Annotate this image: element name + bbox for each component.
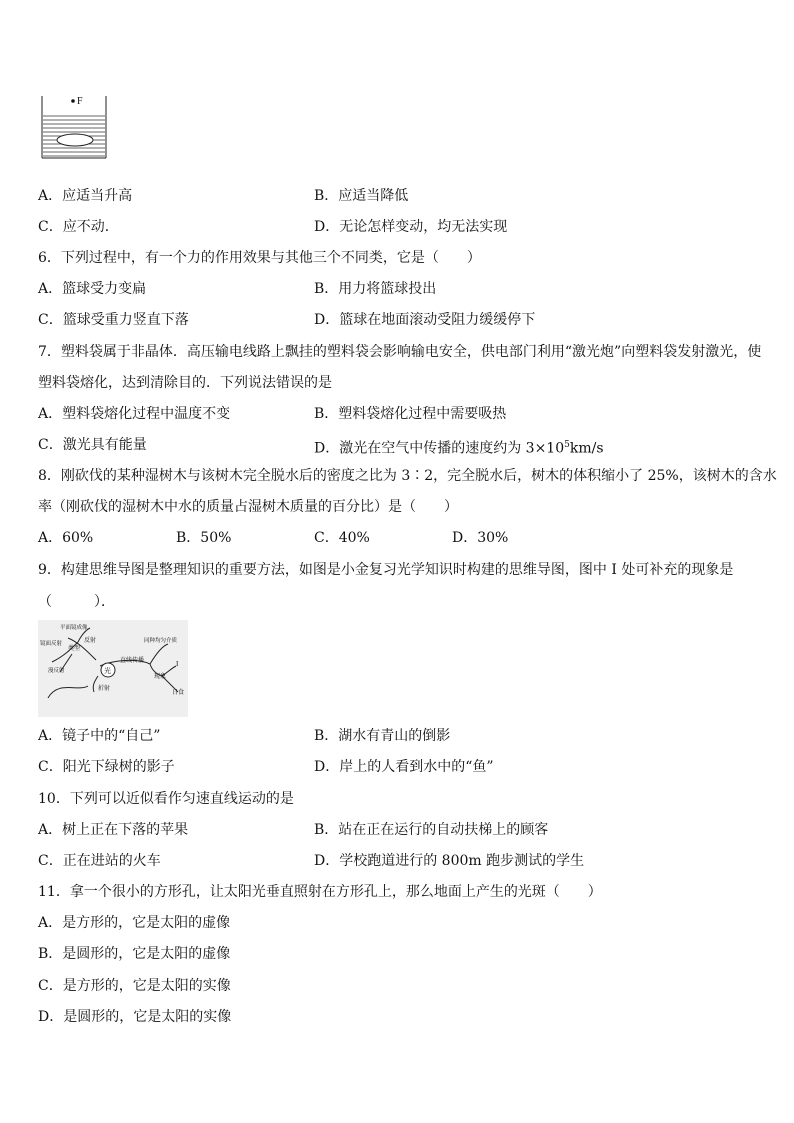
mindmap-reflect-label: 反射 [84, 638, 97, 644]
mindmap-phenomena-label: 现象 [154, 674, 167, 680]
q10-stem: 10．下列可以近似看作匀速直线运动的是 [38, 791, 294, 807]
q8-stem-line1: 8．刚砍伐的某种湿树木与该树木完全脱水后的密度之比为 3∶2，完全脱水后，树木的体积缩小了 25%，该树木的含水 [38, 468, 777, 484]
mindmap-plane-mirror-label: 平面镜成像 [60, 625, 88, 631]
q7-option-d [314, 435, 604, 459]
q7-stem-line1: 7．塑料袋属于非晶体．高压输电线路上飘挂的塑料袋会影响输电安全，供电部门利用“激光炮”向塑料袋发射激光，使 [38, 344, 762, 360]
q6-option-a: A．篮球受力变扁 [38, 281, 147, 297]
q8-option-d: D．30% [452, 530, 509, 546]
container-figure [40, 92, 112, 162]
q7-option-c: C．激光具有能量 [38, 437, 147, 453]
mindmap-diffuse-label: 漫反射 [48, 668, 65, 674]
q9-stem-line1: 9．构建思维导图是整理知识的重要方法，如图是小金复习光学知识时构建的思维导图，图中 I 处可补充的现象是 [38, 562, 734, 578]
q7-option-d-unit: km/s [569, 440, 604, 457]
mindmap-center-label: 光 [104, 667, 111, 675]
q11-option-a: A．是方形的，它是太阳的虚像 [38, 915, 231, 931]
q11-stem: 11．拿一个很小的方形孔，让太阳光垂直照射在方形孔上，那么地面上产生的光斑（ ） [38, 884, 602, 900]
point-f-dot [71, 99, 75, 103]
q5-option-a: A．应适当升高 [38, 188, 133, 204]
q6-option-d: D．篮球在地面滚动受阻力缓缓停下 [314, 312, 536, 328]
q9-option-c: C．阳光下绿树的影子 [38, 759, 175, 775]
q7-option-d-text: D．激光在空气中传播的速度约为 3×10 [314, 440, 565, 457]
mindmap-straight-label: 直线传播 [120, 658, 145, 664]
q7-option-b: B．塑料袋熔化过程中需要吸热 [314, 406, 507, 422]
q8-stem-line2: 率（刚砍伐的湿树木中水的质量占湿树木质量的百分比）是（ ） [38, 499, 458, 515]
q11-option-d: D．是圆形的，它是太阳的实像 [38, 1009, 232, 1025]
q11-option-b: B．是圆形的，它是太阳的虚像 [38, 946, 231, 962]
q9-option-d: D．岸上的人看到水中的“鱼” [314, 759, 494, 775]
q6-option-b: B．用力将篮球投出 [314, 281, 437, 297]
q9-option-b: B．湖水有青山的倒影 [314, 728, 451, 744]
mindmap-i-label: I [176, 660, 179, 668]
q10-option-a: A．树上正在下落的苹果 [38, 822, 189, 838]
label-f: F [77, 96, 83, 107]
mindmap-mirror-label: 镜面反射 [40, 641, 63, 647]
q7-option-d-exponent: 5 [564, 440, 570, 450]
q5-option-d: D．无论怎样变动，均无法实现 [314, 219, 508, 235]
floating-object [57, 134, 93, 146]
q6-stem: 6．下列过程中，有一个力的作用效果与其他三个不同类，它是（ ） [38, 250, 481, 266]
q7-stem-line2: 塑料袋熔化，达到清除目的．下列说法错误的是 [38, 375, 332, 391]
mindmap-figure [38, 620, 188, 717]
q11-option-c: C．是方形的，它是太阳的实像 [38, 978, 231, 994]
q10-option-c: C．正在进站的火车 [38, 853, 161, 869]
mindmap-refract-label: 折射 [98, 686, 111, 692]
q7-option-a: A．塑料袋熔化过程中温度不变 [38, 406, 231, 422]
q9-stem-line2: （ ）． [38, 594, 115, 610]
mindmap-eclipse-label: 日食 [172, 690, 185, 696]
q10-option-b: B．站在正在运行的自动扶梯上的顾客 [314, 822, 549, 838]
mindmap-types-label: 类型 [68, 646, 81, 652]
mindmap-uniform-label: 同种均匀介质 [144, 638, 178, 644]
mindmap-drawing [38, 620, 188, 717]
q5-option-c: C．应不动． [38, 219, 119, 235]
q8-option-b: B．50% [176, 530, 232, 546]
q9-option-a: A．镜子中的“自己” [38, 728, 161, 744]
q8-option-a: A．60% [38, 530, 94, 546]
q5-option-b: B．应适当降低 [314, 188, 409, 204]
container-drawing [40, 92, 112, 162]
q8-option-c: C．40% [314, 530, 370, 546]
q10-option-d: D．学校跑道进行的 800m 跑步测试的学生 [314, 853, 585, 869]
q6-option-c: C．篮球受重力竖直下落 [38, 312, 189, 328]
